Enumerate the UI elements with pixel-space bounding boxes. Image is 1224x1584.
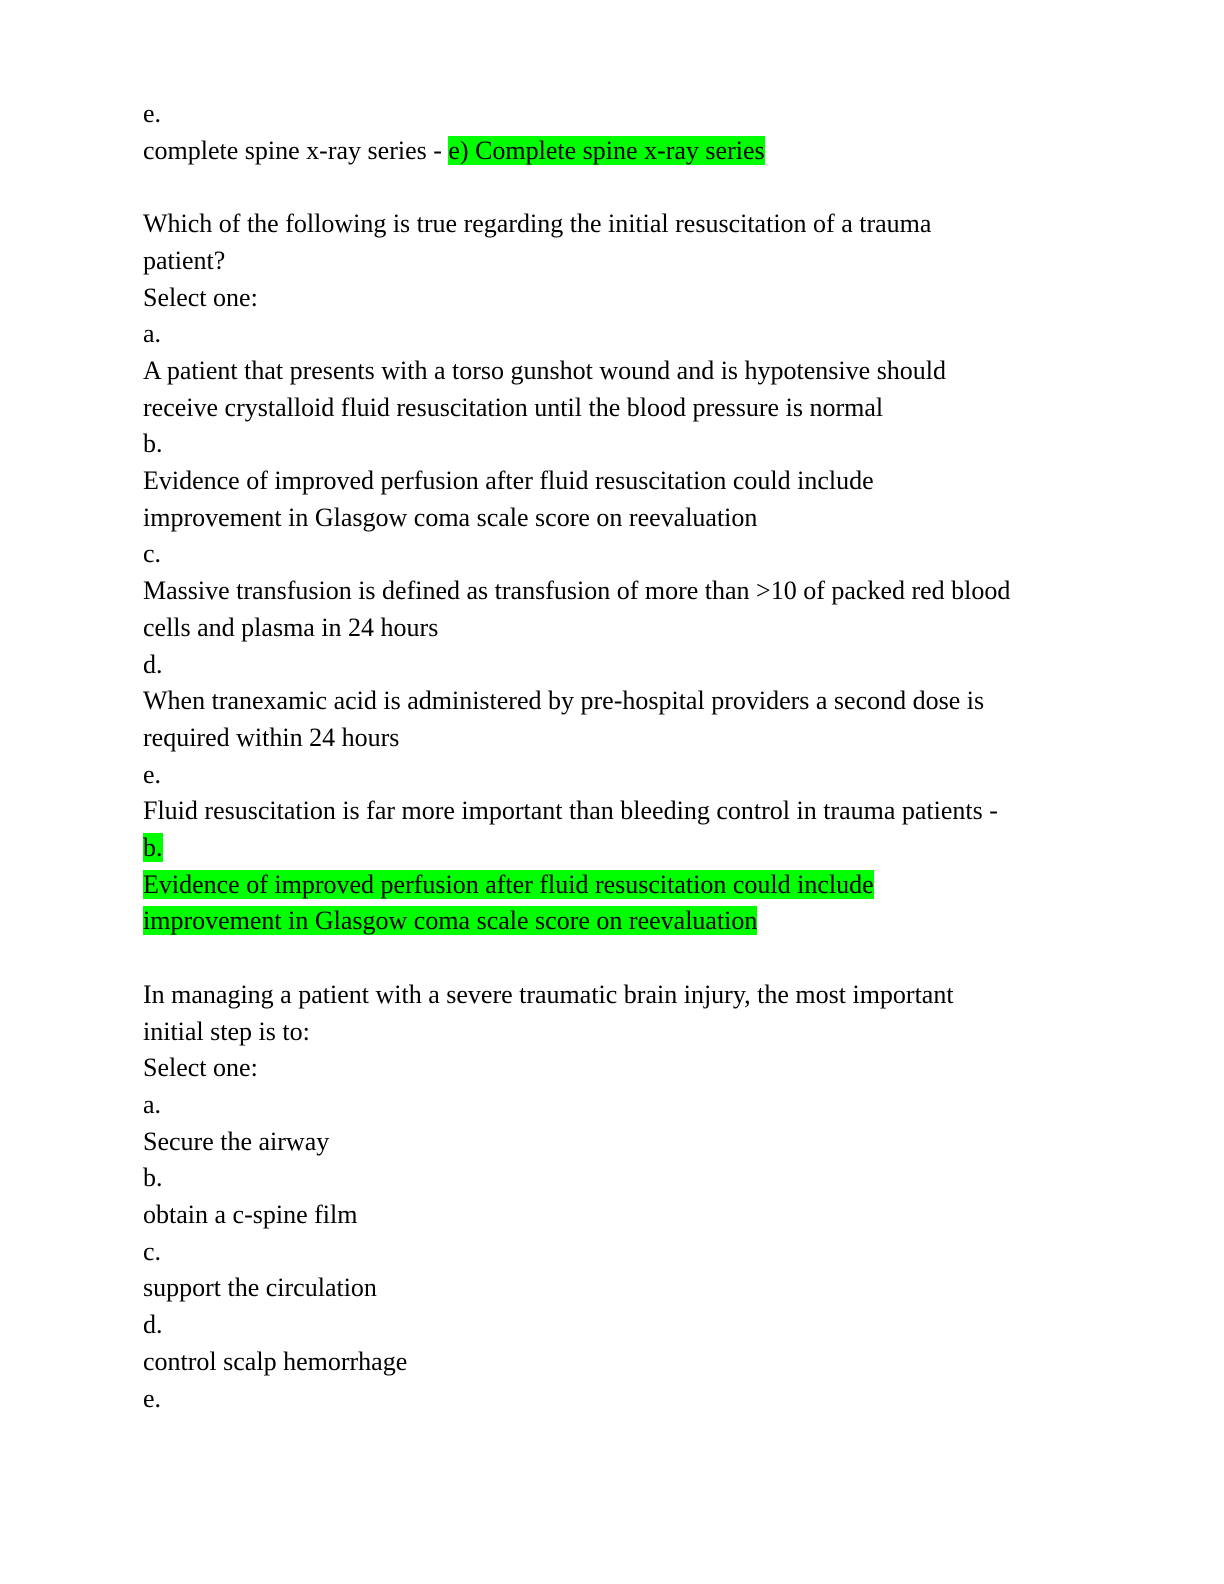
q2-option-b-letter: b. (143, 1163, 163, 1193)
q1-option-d-line1: When tranexamic acid is administered by pre-hospital providers a second dose is (143, 686, 985, 716)
q1-answer-line2-highlight: improvement in Glasgow coma scale score on reevaluation (143, 906, 758, 936)
q1-answer-line1 (143, 867, 1083, 904)
q1-option-a-line1: A patient that presents with a torso gunshot wound and is hypotensive should (143, 355, 947, 385)
q2-option-e-letter: e. (143, 1383, 162, 1413)
q1-answer-line1-highlight: Evidence of improved perfusion after fluid resuscitation could include (143, 869, 874, 899)
q1-answer-line2 (143, 903, 1083, 940)
q1-option-c-line2: cells and plasma in 24 hours (143, 612, 439, 642)
q1-answer-letter-highlight: b. (143, 833, 163, 863)
prev-option-e-line (143, 133, 1083, 170)
prev-answer-highlight: e) Complete spine x-ray series (448, 135, 765, 165)
q1-option-b-letter: b. (143, 429, 163, 459)
q2-option-d-text: control scalp hemorrhage (143, 1346, 408, 1376)
q2-option-a-letter: a. (143, 1089, 162, 1119)
q1-stem-line1: Which of the following is true regarding the initial resuscitation of a trauma (143, 209, 932, 239)
q2-stem-line2: initial step is to: (143, 1016, 310, 1046)
q1-option-d-line2: required within 24 hours (143, 722, 400, 752)
prev-option-e-letter: e. (143, 99, 162, 128)
spacer (143, 169, 1083, 206)
q2-stem-line1: In managing a patient with a severe traumatic brain injury, the most important (143, 979, 954, 1009)
q2-option-c-text: support the circulation (143, 1273, 377, 1303)
q1-option-d-letter: d. (143, 649, 163, 679)
q1-option-a-letter: a. (143, 319, 162, 349)
q1-option-c-line1: Massive transfusion is defined as transfusion of more than >10 of packed red blood (143, 576, 1011, 606)
q2-option-c-letter: c. (143, 1236, 162, 1266)
q1-option-c-letter: c. (143, 539, 162, 569)
q1-option-e-line1: Fluid resuscitation is far more important than bleeding control in trauma patients - (143, 796, 998, 826)
q2-option-a-text: Secure the airway (143, 1126, 330, 1156)
q1-select-one: Select one: (143, 282, 258, 312)
prev-option-e-text: complete spine x-ray series - (143, 135, 449, 165)
q1-option-a-line2: receive crystalloid fluid resuscitation until the blood pressure is normal (143, 392, 884, 422)
document-page (143, 96, 1083, 1417)
q2-option-b-text: obtain a c-spine film (143, 1200, 358, 1230)
q1-option-b-line1: Evidence of improved perfusion after fluid resuscitation could include (143, 466, 874, 496)
q1-option-e-letter: e. (143, 759, 162, 789)
q1-option-b-line2: improvement in Glasgow coma scale score on reevaluation (143, 502, 758, 532)
q1-answer-letter-line (143, 830, 1083, 867)
q2-option-d-letter: d. (143, 1310, 163, 1340)
q1-stem-line2: patient? (143, 245, 226, 275)
spacer (143, 940, 1083, 977)
q2-select-one: Select one: (143, 1053, 258, 1083)
